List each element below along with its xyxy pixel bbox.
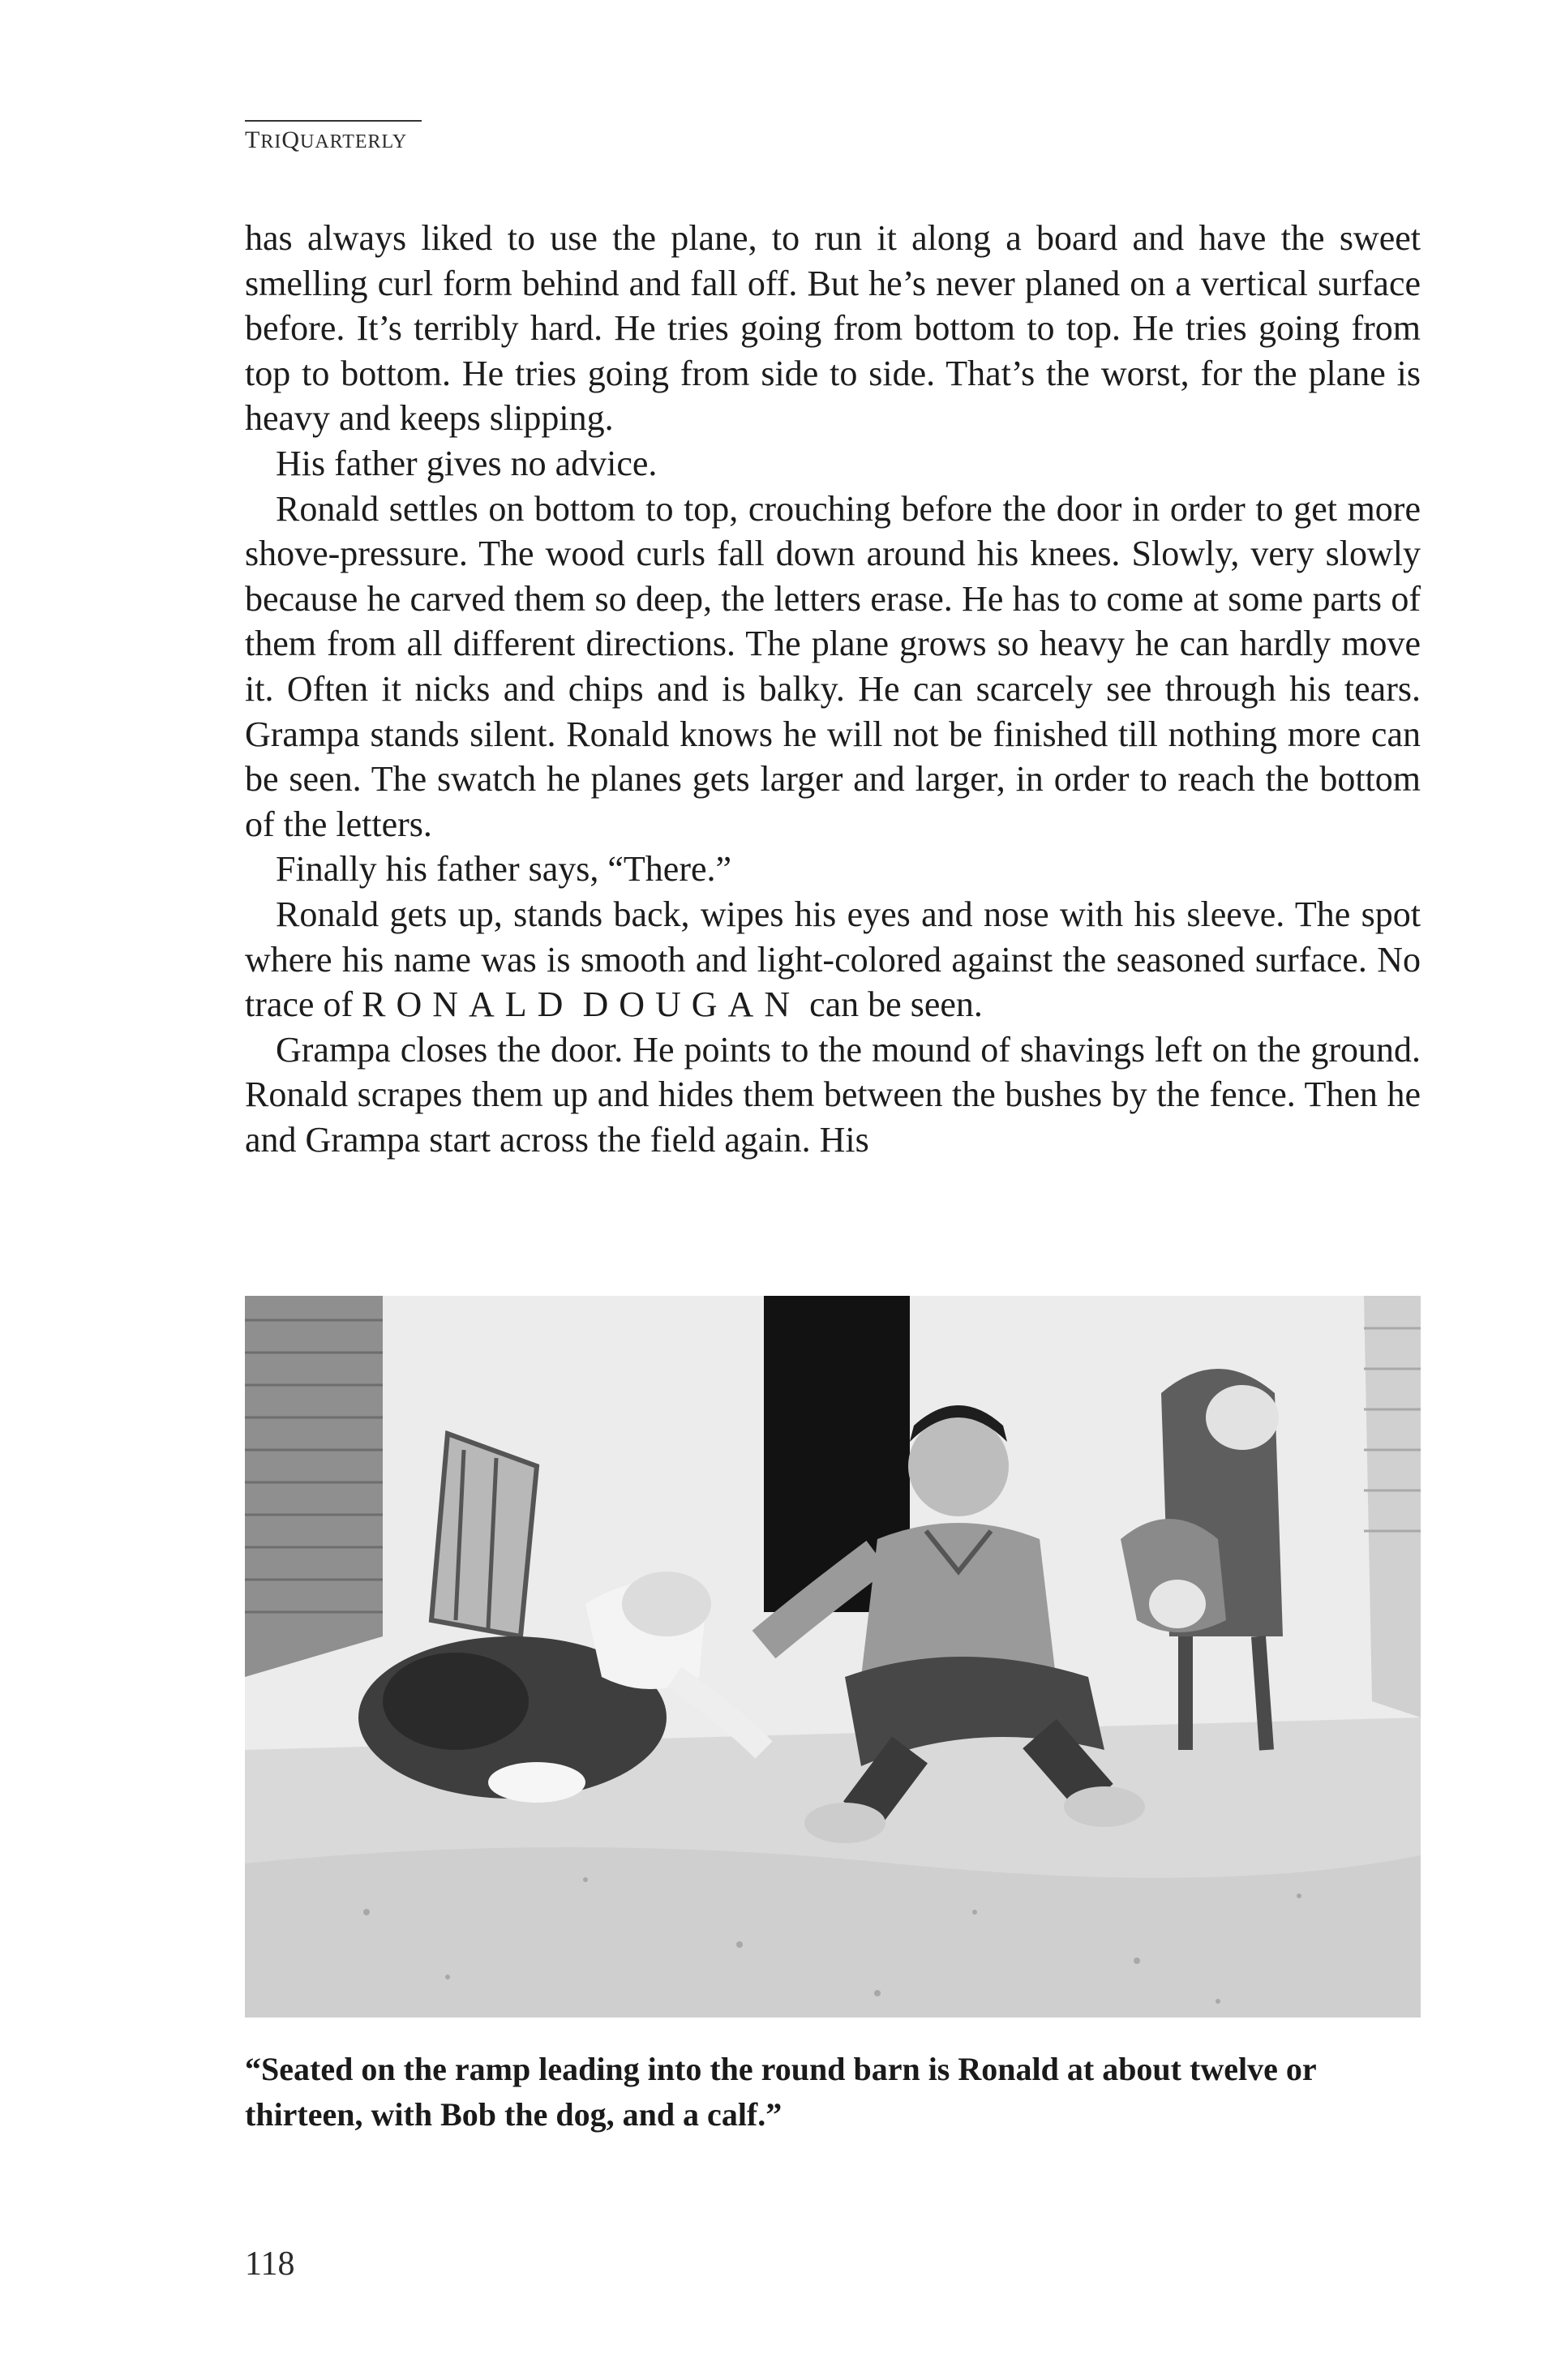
paragraph-text: can be seen.	[800, 984, 983, 1025]
running-head-part: UARTERLY	[300, 131, 408, 152]
running-head-part: RI	[260, 131, 282, 152]
photo-caption: “Seated on the ramp leading into the round barn is Ronald at about twelve or thirteen, with Bob the dog, and a calf.”	[245, 2051, 1316, 2133]
paragraph: Finally his father says, “There.”	[276, 849, 732, 890]
carved-name-first: RONALD	[362, 984, 574, 1025]
photo-illustration	[245, 1296, 1421, 2018]
page-number: 118	[245, 2245, 295, 2283]
paragraph	[245, 892, 1421, 1027]
paragraph: Ronald settles on bottom to top, crouching before the door in order to get more shove-pressure. The wood curls fall down around his knees. Slowly, very slowly because he carved them so deep, the letters erase. He has to come at some parts of them from all different directions. The plane grows so heavy he can hardly move it. Often it nicks and chips and is balky. He can scarcely see through his tears. Grampa stands silent. Ronald knows he will not be finished till nothing more can be seen. The swatch he planes gets larger and larger, in order to reach the bottom of the letters.	[245, 488, 1421, 844]
running-head	[245, 127, 407, 154]
running-head-initial: Q	[281, 127, 300, 153]
paragraph-text: Ronald gets up, stands back, wipes his eyes and nose with his sleeve. The spot where his name was is smooth and light-colored against the seasoned surface. No trace of	[245, 894, 1421, 1025]
carved-name-last: DOUGAN	[582, 984, 801, 1025]
body-text	[245, 216, 1421, 1162]
paragraph-continued: has always liked to use the plane, to run it along a board and have the sweet smelling curl form behind and fall off. But he’s never planed on a vertical surface before. It’s terribly hard. He tries going from bottom to top. He tries going from top to bottom. He tries going from side to side. That’s the worst, for the plane is heavy and keeps slipping.	[245, 218, 1421, 439]
paragraph: His father gives no advice.	[276, 443, 658, 483]
paragraph: Grampa closes the door. He points to the mound of shavings left on the ground. Ronald scrapes them up and hides them between the bushes by the fence. Then he and Grampa start across the field again. His	[245, 1029, 1421, 1160]
running-head-initial: T	[245, 127, 261, 153]
photograph	[245, 1296, 1421, 2018]
header-rule	[245, 120, 422, 122]
